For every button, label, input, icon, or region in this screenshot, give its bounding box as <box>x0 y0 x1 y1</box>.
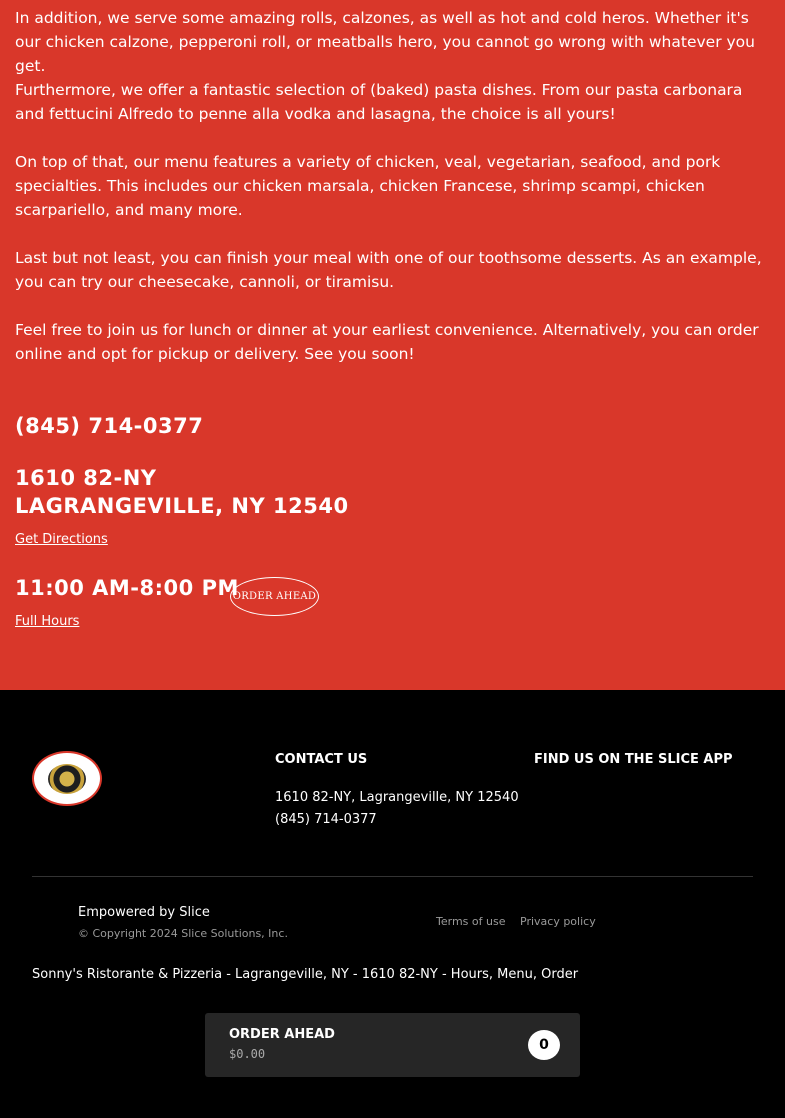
address-line-2: LAGRANGEVILLE, NY 12540 <box>15 494 349 518</box>
terms-of-use-link[interactable]: Terms of use <box>436 915 506 928</box>
order-bar-title: ORDER AHEAD <box>229 1027 335 1042</box>
cart-count-badge: 0 <box>528 1030 560 1060</box>
about-paragraph: In addition, we serve some amazing rolls, calzones, as well as hot and cold heros. Whether it's our chicken calzone, pepperoni roll, or meatballs hero, you cannot go wrong with whatever you get. <box>15 9 755 75</box>
order-ahead-button[interactable] <box>205 1013 580 1077</box>
full-hours-link[interactable]: Full Hours <box>15 614 80 629</box>
about-paragraph: Furthermore, we offer a fantastic selection of (baked) pasta dishes. From our pasta carbonara and fettucini Alfredo to penne alla vodka and lasagna, the choice is all yours! <box>15 81 743 123</box>
copyright-text: © Copyright 2024 Slice Solutions, Inc. <box>78 927 288 940</box>
contact-phone[interactable]: (845) 714-0377 <box>275 812 377 827</box>
address-line-1: 1610 82-NY <box>15 466 157 490</box>
get-directions-link[interactable]: Get Directions <box>15 532 108 547</box>
restaurant-logo[interactable] <box>32 751 102 806</box>
site-footer <box>0 690 785 1118</box>
about-paragraph: Last but not least, you can finish your meal with one of our toothsome desserts. As an example, you can try our cheesecake, cannoli, or tiramisu. <box>15 249 762 291</box>
empowered-by-slice[interactable]: Empowered by Slice <box>78 905 210 920</box>
order-bar-price: $0.00 <box>229 1047 266 1061</box>
seo-description: Sonny's Ristorante & Pizzeria - Lagrangeville, NY - 1610 82-NY - Hours, Menu, Order <box>32 967 579 982</box>
privacy-policy-link[interactable]: Privacy policy <box>520 915 596 928</box>
about-paragraph: Feel free to join us for lunch or dinner at your earliest convenience. Alternatively, you can order online and opt for pickup or delivery. See you soon! <box>15 321 759 363</box>
order-ahead-badge[interactable]: ORDER AHEAD <box>230 577 319 616</box>
contact-address[interactable]: 1610 82-NY, Lagrangeville, NY 12540 <box>275 790 519 805</box>
footer-divider <box>32 876 753 877</box>
phone-number[interactable]: (845) 714-0377 <box>15 414 204 438</box>
hours-today: 11:00 AM-8:00 PM <box>15 576 239 600</box>
logo-emblem-icon <box>48 764 86 794</box>
contact-heading: CONTACT US <box>275 752 368 767</box>
slice-app-heading: FIND US ON THE SLICE APP <box>534 752 733 767</box>
about-paragraph: On top of that, our menu features a variety of chicken, veal, vegetarian, seafood, and pork specialties. This includes our chicken marsala, chicken Francese, shrimp scampi, chicken scarpariello, and many more. <box>15 153 721 219</box>
